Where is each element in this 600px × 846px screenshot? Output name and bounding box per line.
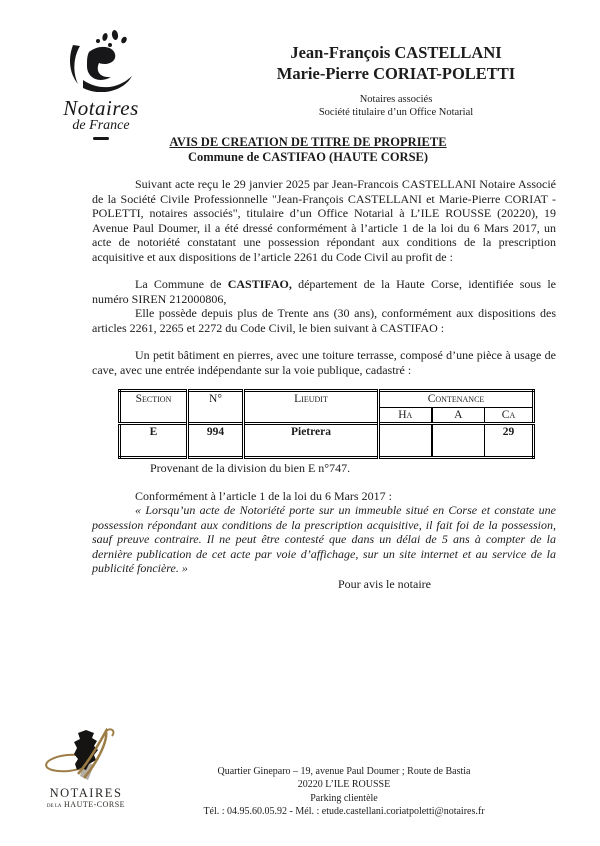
paragraph-conformement: Conformément à l’article 1 de la loi du 6 Mars 2017 : [135, 488, 392, 503]
office-subtitle-1: Notaires associés [359, 94, 433, 105]
notary-name-2: Marie-Pierre CORIAT-POLETTI [276, 64, 516, 83]
col-header-a: A [432, 408, 485, 424]
paragraph-possession: Elle possède depuis plus de Trente ans (30 ans), conformément aux dispositions des articles 2261, 2265 et 2272 du Code Civil, le bien suivant à CASTIFAO : [92, 306, 556, 335]
commune-name-bold: CASTIFAO, [227, 277, 292, 291]
notary-names-block [228, 42, 564, 119]
cell-ca: 29 [485, 424, 534, 458]
notice-subtitle: Commune de CASTIFAO (HAUTE CORSE) [187, 150, 429, 164]
footer-address-line3: Parking clientèle [310, 792, 378, 804]
office-subtitle-2: Société titulaire d’un Office Notarial [318, 107, 474, 118]
marianne-brush-icon [58, 30, 144, 92]
cadastre-table [118, 389, 535, 459]
commune-text-rest: département de la Haute Corse, identifiée sous le numéro SIREN 212000806, [92, 277, 556, 306]
cell-section: E [120, 424, 188, 458]
footer-logo-sub-small: DE LA [46, 804, 62, 809]
paragraph-commune [92, 277, 556, 306]
col-header-contenance: Contenance [379, 391, 534, 408]
footer-logo-brand: NOTAIRES [49, 786, 123, 800]
footer-address-line2: 20220 L’ILE ROUSSE [297, 779, 391, 791]
paragraph-quote: « Lorsqu’un acte de Notoriété porte sur un immeuble situé en Corse et constate une possession répondant aux conditions de la prescription acquisitive, il fait foi de la possession, sauf preuve contraire. Il ne peut être contesté que dans un délai de 5 ans à compter de la dernière publication de cet acte par voie d’affichage, sur un site internet et au service de la publicité foncière. » [92, 503, 556, 575]
cell-numero: 994 [188, 424, 244, 458]
notaires-de-france-logo [34, 30, 168, 140]
notice-title-block [0, 135, 600, 165]
footer-address-block [128, 765, 560, 819]
corsica-pen-icon [44, 728, 128, 782]
col-header-ca: Ca [485, 408, 534, 424]
notice-body [92, 177, 556, 591]
signoff-text: Pour avis le notaire [338, 576, 431, 591]
paragraph-provenant: Provenant de la division du bien E n°747. [150, 461, 351, 475]
footer-contact-line: Tél. : 04.95.60.05.92 - Mél. : etude.castellani.coriatpoletti@notaires.fr [203, 806, 485, 818]
cell-lieudit: Pietrera [244, 424, 379, 458]
col-header-ha: Ha [379, 408, 432, 424]
paragraph-acte: Suivant acte reçu le 29 janvier 2025 par Jean-Francois CASTELLANI Notaire Associé de la Société Civile Professionnelle "Jean-François CASTELLANI et Marie-Pierre CORIAT - POLETTI, notaires associés", titulaire d’un Office Notarial à L’ILE ROUSSE (20220), 19 Avenue Paul Doumer, il a été dressé conformément à l’article 1 de la loi du 6 Mars 2017, un acte de notoriété constatant une possession répondant aux conditions de la prescription acquisitive et aux dispositions de l’article 2261 du Code Civil au profit de : [92, 177, 556, 264]
logo-brand-text: Notaires [63, 96, 139, 120]
col-header-lieudit: Lieudit [244, 391, 379, 424]
notice-title: AVIS DE CREATION DE TITRE DE PROPRIETE [169, 135, 447, 149]
paragraph-bien: Un petit bâtiment en pierres, avec une toiture terrasse, composé d’une pièce à usage de cave, avec une entrée indépendante sur la voie publique, cadastré : [92, 348, 556, 377]
col-header-numero: N° [188, 391, 244, 424]
notary-name-1: Jean-François CASTELLANI [290, 43, 502, 62]
logo-sub-text: de France [72, 118, 130, 133]
notaires-haute-corse-logo [38, 728, 134, 811]
cadastre-row [120, 424, 534, 458]
commune-text-start: La Commune de [135, 277, 228, 291]
cell-a [432, 424, 485, 458]
footer-address-line1: Quartier Gineparo – 19, avenue Paul Doumer ; Route de Bastia [217, 766, 471, 777]
footer-logo-sub: HAUTE-CORSE [64, 800, 126, 809]
cell-ha [379, 424, 432, 458]
col-header-section: Section [135, 393, 172, 405]
